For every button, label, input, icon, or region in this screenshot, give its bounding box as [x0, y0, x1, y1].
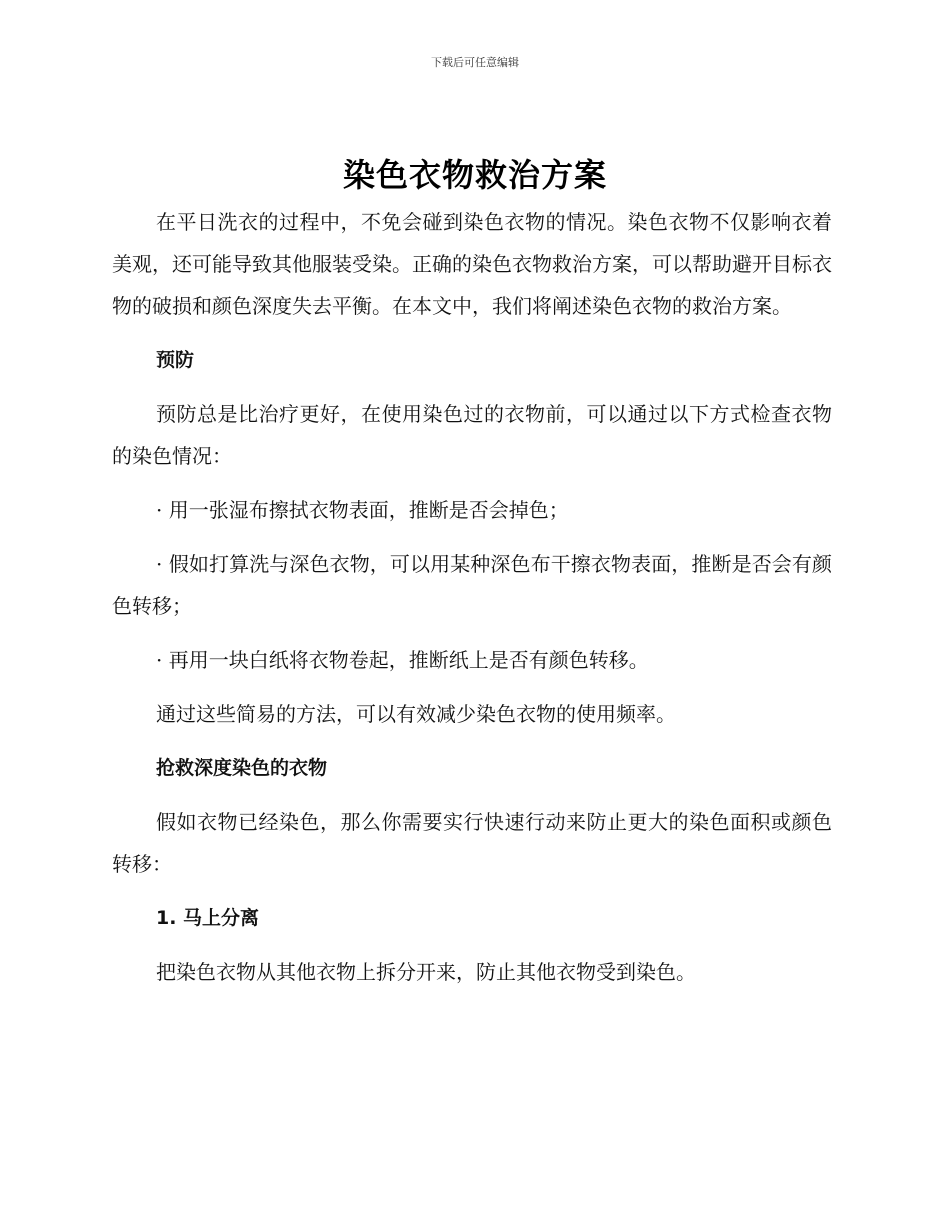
- prevention-conclusion: 通过这些简易的方法，可以有效减少染色衣物的使用频率。: [156, 702, 676, 726]
- bullet-item: · 假如打算洗与深色衣物，可以用某种深色布干擦衣物表面，推断是否会有颜色转移；: [112, 552, 832, 618]
- bullet-item: · 再用一块白纸将衣物卷起，推断纸上是否有颜色转移。: [156, 648, 649, 672]
- header-note: 下载后可任意编辑: [431, 56, 519, 69]
- separate-paragraph: 把染色衣物从其他衣物上拆分开来，防止其他衣物受到染色。: [156, 960, 696, 984]
- subsection-heading-separate: 1. 马上分离: [156, 907, 260, 929]
- rescue-paragraph: 假如衣物已经染色，那么你需要实行快速行动来防止更大的染色面积或颜色转移：: [112, 810, 832, 876]
- document-title: 染色衣物救治方案: [342, 156, 607, 194]
- section-heading-prevention: 预防: [156, 349, 195, 371]
- section-heading-rescue: 抢救深度染色的衣物: [156, 757, 328, 779]
- prevention-paragraph: 预防总是比治疗更好，在使用染色过的衣物前，可以通过以下方式检查衣物的染色情况：: [112, 402, 832, 468]
- document-body: [112, 201, 832, 993]
- intro-paragraph: 在平日洗衣的过程中，不免会碰到染色衣物的情况。染色衣物不仅影响衣着美观，还可能导致其他服装受染。正确的染色衣物救治方案，可以帮助避开目标衣物的破损和颜色深度失去平衡。在本文中，我们将阐述染色衣物的救治方案。: [112, 210, 832, 318]
- bullet-item: · 用一张湿布擦拭衣物表面，推断是否会掉色；: [156, 498, 569, 522]
